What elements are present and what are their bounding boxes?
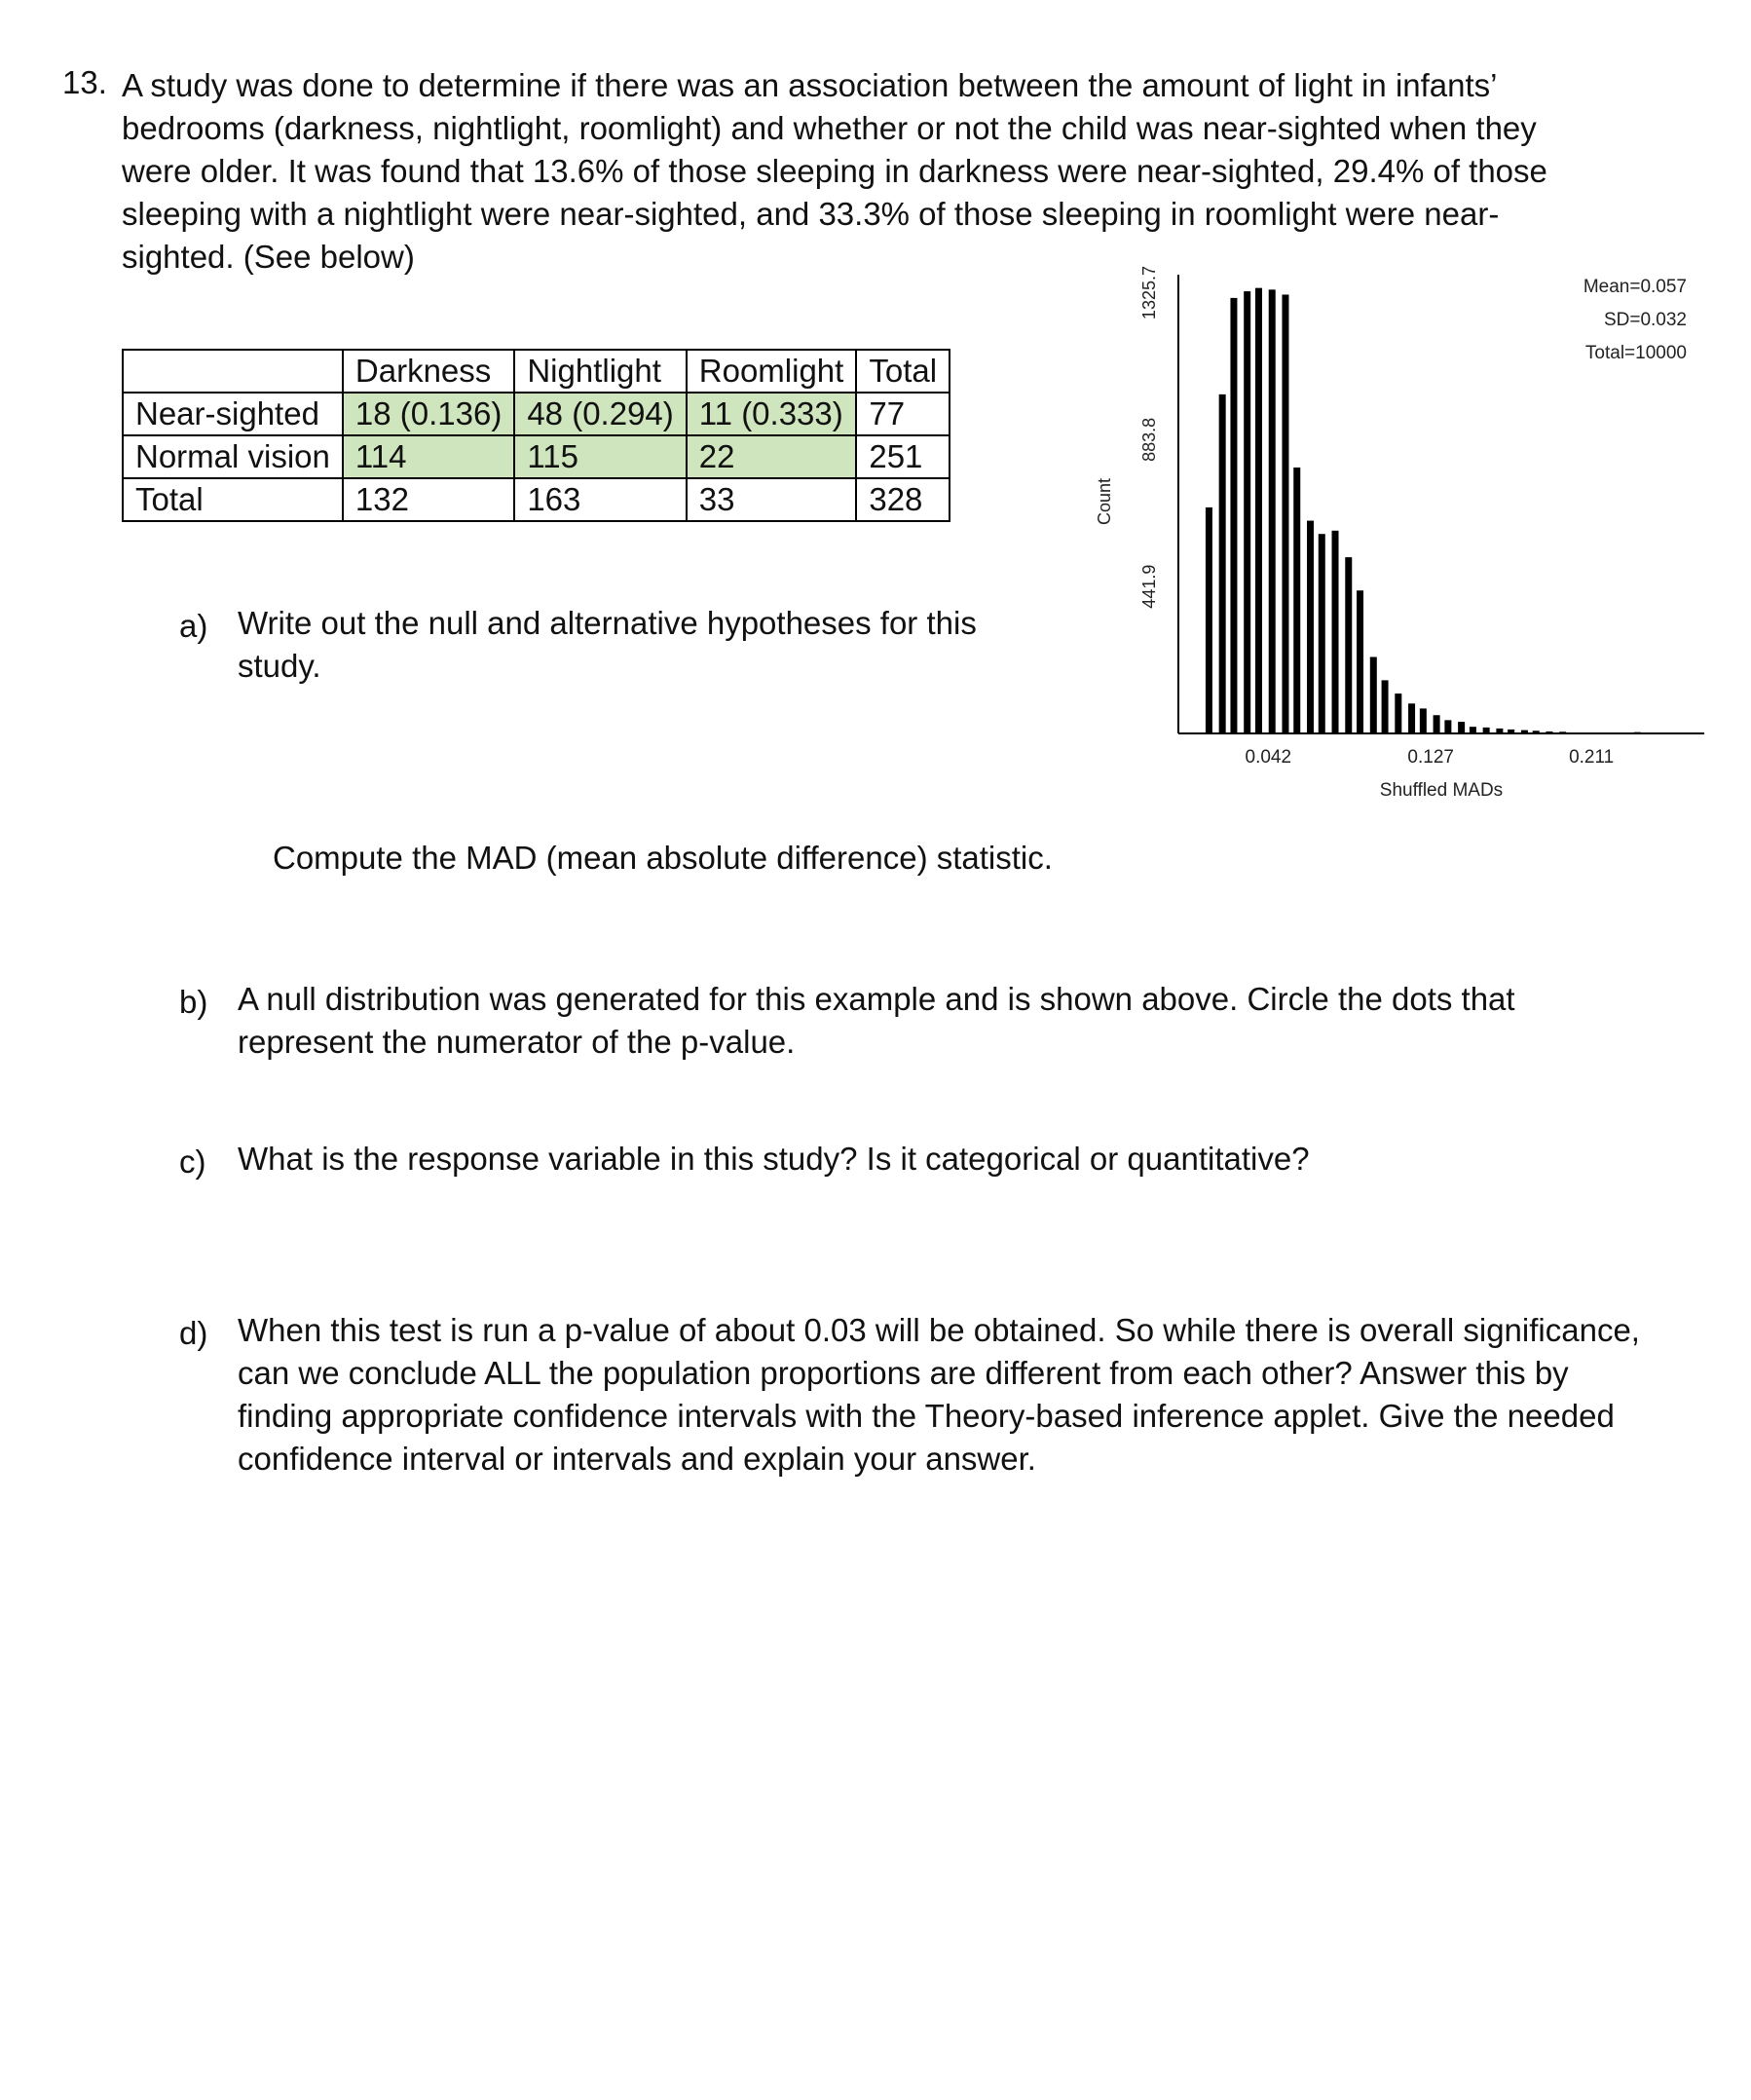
y-tick-label: 1325.7 [1139,266,1159,320]
table-row [123,478,950,521]
histogram-bar [1395,694,1401,733]
histogram-bar [1483,728,1490,733]
x-tick-labels [1246,747,1615,768]
table-row [123,435,950,478]
table-header-row [123,350,950,393]
y-tick-label: 441.9 [1139,564,1159,609]
table-cell: 48 (0.294) [514,393,686,435]
part-a-letter: a) [179,608,208,644]
stat-sd: SD=0.032 [1603,310,1687,330]
part-c-text: What is the response variable in this study? Is it categorical or quantitative? [238,1141,1310,1177]
histogram-bar [1244,291,1250,733]
table-row [123,393,950,435]
histogram-bar [1508,730,1514,733]
table-cell: 163 [514,478,686,521]
table-header-blank [123,350,343,393]
table-cell: 18 (0.136) [343,393,514,435]
histogram-bars [1206,288,1641,734]
table-cell: 11 (0.333) [687,393,857,435]
stat-mean: Mean=0.057 [1583,277,1687,297]
histogram-bar [1332,531,1339,733]
histogram-bar [1634,732,1641,734]
histogram-bar [1345,557,1352,733]
table-cell: 251 [856,435,950,478]
x-tick-label: 0.042 [1245,747,1292,768]
table-cell: 115 [514,435,686,478]
table-cell: 132 [343,478,514,521]
histogram-bar [1408,703,1415,733]
x-tick-label: 0.211 [1569,747,1615,768]
histogram-bar [1521,731,1528,733]
table-cell: 22 [687,435,857,478]
part-b-letter: b) [179,984,208,1020]
x-tick-label: 0.127 [1407,747,1454,768]
y-tick-labels [1139,266,1159,609]
table-header-total: Total [856,350,950,393]
row-label: Normal vision [123,435,343,478]
table-cell: 114 [343,435,514,478]
histogram-bar [1444,720,1451,733]
histogram-bar [1559,731,1566,733]
question-number: 13. [62,64,107,100]
table-header-darkness: Darkness [343,350,514,393]
histogram-bar [1546,731,1552,733]
histogram-bar [1470,727,1476,733]
histogram-bar [1282,294,1288,733]
histogram-bar [1293,468,1300,733]
histogram-bar [1206,507,1212,733]
histogram-bar [1434,715,1440,733]
part-a-text: Write out the null and alternative hypotheses for this study. [238,605,977,684]
table-cell: 77 [856,393,950,435]
null-distribution-chart [1081,263,1714,808]
histogram-bar [1255,288,1262,733]
histogram-bar [1533,731,1540,733]
histogram-bar [1357,590,1363,733]
table-cell: 328 [856,478,950,521]
histogram-bar [1319,534,1325,733]
y-tick-label: 883.8 [1139,417,1159,462]
y-axis-label: Count [1095,477,1114,526]
question-text: A study was done to determine if there was an association between the amount of light in infants’ bedrooms (darkness, nightlight, roomlight) and whether or not the child was near-sighted when they were older. It was found that 13.6% of those sleeping in darkness were near-sighted, 29.4% of those sleeping with a nightlight were near-sighted, and 33.3% of those sleeping in roomlight were near-sighted. (See below) [122,67,1547,275]
mad-prompt: Compute the MAD (mean absolute difference) statistic. [273,840,1053,876]
histogram-bar [1370,657,1377,734]
part-d-text: When this test is run a p-value of about 0.03 will be obtained. So while there is overall significance, can we conclude ALL the population proportions are different from each other? Answer this by finding appropriate confidence intervals with the Theory-based inference applet. Give the needed confidence interval or intervals and explain your answer. [238,1312,1640,1477]
stat-total: Total=10000 [1584,343,1687,363]
table-header-roomlight: Roomlight [687,350,857,393]
table-cell: 33 [687,478,857,521]
histogram-bar [1420,708,1427,733]
table-header-nightlight: Nightlight [514,350,686,393]
row-label: Near-sighted [123,393,343,435]
histogram-bar [1219,394,1226,733]
histogram-bar [1269,289,1276,733]
part-c-letter: c) [179,1144,206,1180]
part-b-text: A null distribution was generated for this example and is shown above. Circle the dots that represent the numerator of the p-value. [238,981,1515,1060]
histogram-bar [1458,722,1465,733]
histogram-bar [1496,729,1503,733]
part-d-letter: d) [179,1315,208,1351]
histogram-bar [1307,521,1314,733]
x-axis-label: Shuffled MADs [1379,780,1504,801]
histogram-bar [1382,680,1389,733]
contingency-table [122,349,950,522]
row-label: Total [123,478,343,521]
histogram-bar [1230,298,1237,733]
